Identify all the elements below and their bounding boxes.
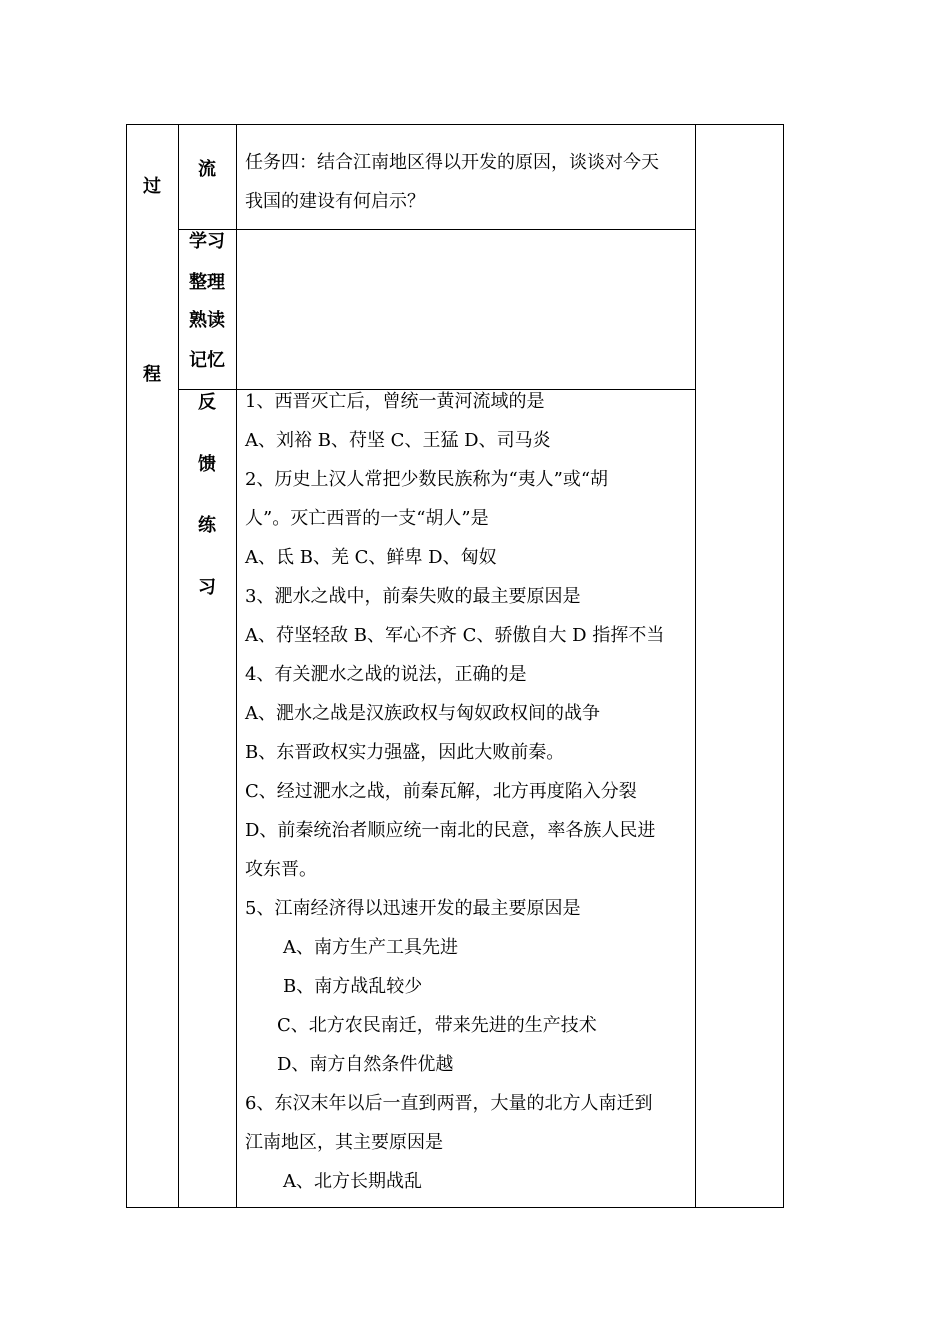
review-label-4: 记忆	[189, 350, 225, 371]
table-border-top	[126, 124, 784, 125]
practice-label-1: 反	[198, 392, 216, 413]
process-label-top: 过	[143, 176, 161, 197]
review-label-3: 熟读	[189, 310, 225, 331]
practice-line: B、东晋政权实力强盛，因此大败前秦。	[245, 742, 565, 763]
table-divider-col2	[236, 124, 237, 1208]
practice-line: 5、江南经济得以迅速开发的最主要原因是	[245, 898, 581, 919]
practice-line: 攻东晋。	[245, 859, 317, 880]
table-border-right	[783, 124, 784, 1208]
table-border-left	[126, 124, 127, 1208]
practice-line: 江南地区，其主要原因是	[245, 1132, 443, 1153]
review-label-2: 整理	[189, 272, 225, 293]
flow-line: 任务四：结合江南地区得以开发的原因，谈谈对今天	[245, 152, 659, 173]
flow-label: 流	[198, 159, 216, 180]
practice-line: B、南方战乱较少	[283, 976, 423, 997]
process-label-bottom: 程	[143, 364, 161, 385]
practice-line: 6、东汉末年以后一直到两晋，大量的北方人南迁到	[245, 1093, 653, 1114]
practice-line: A、刘裕 B、苻坚 C、王猛 D、司马炎	[245, 430, 551, 451]
practice-line: D、南方自然条件优越	[277, 1054, 454, 1075]
review-label-1: 学习	[189, 231, 225, 252]
practice-line: 1、西晋灭亡后，曾统一黄河流域的是	[245, 391, 545, 412]
practice-label-4: 习	[198, 577, 216, 598]
practice-line: 人”。灭亡西晋的一支“胡人”是	[245, 508, 489, 529]
practice-line: 4、有关淝水之战的说法，正确的是	[245, 664, 527, 685]
practice-label-2: 馈	[198, 454, 216, 475]
flow-line: 我国的建设有何启示？	[245, 191, 425, 212]
practice-line: C、经过淝水之战，前秦瓦解，北方再度陷入分裂	[245, 781, 637, 802]
practice-line: A、淝水之战是汉族政权与匈奴政权间的战争	[245, 703, 600, 724]
table-divider-col3	[695, 124, 696, 1208]
practice-line: 3、淝水之战中，前秦失败的最主要原因是	[245, 586, 581, 607]
practice-line: A、氐 B、羌 C、鲜卑 D、匈奴	[245, 547, 497, 568]
practice-line: A、北方长期战乱	[283, 1171, 422, 1192]
practice-label-3: 练	[198, 515, 216, 536]
practice-line: C、北方农民南迁，带来先进的生产技术	[277, 1015, 597, 1036]
table-border-bottom	[126, 1207, 784, 1208]
practice-line: 2、历史上汉人常把少数民族称为“夷人”或“胡	[245, 469, 609, 490]
practice-line: A、南方生产工具先进	[283, 937, 458, 958]
practice-line: A、苻坚轻敌 B、军心不齐 C、骄傲自大 D 指挥不当	[245, 625, 665, 646]
row-divider-1	[178, 229, 696, 230]
practice-line: D、前秦统治者顺应统一南北的民意，率各族人民进	[245, 820, 656, 841]
